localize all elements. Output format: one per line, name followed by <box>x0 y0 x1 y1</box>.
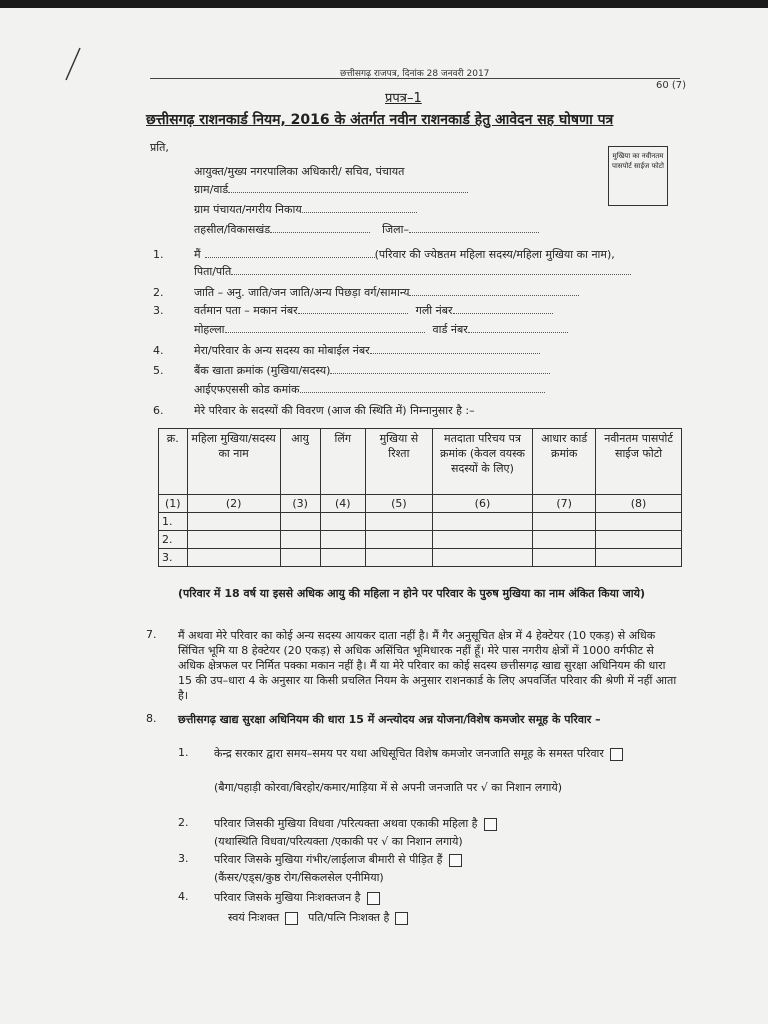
prati-label: प्रति, <box>150 141 169 154</box>
row-serial: 2. <box>159 531 188 549</box>
col-number: (1) <box>159 495 188 513</box>
checkbox-widow[interactable] <box>484 818 497 831</box>
page-number: 60 (7) <box>656 80 687 91</box>
item-2-number: 2. <box>153 286 164 299</box>
checkbox-disabled-head[interactable] <box>367 892 380 905</box>
table-cell[interactable] <box>280 549 320 567</box>
sub-2-note: (यथास्थिति विधवा/परित्यक्ता /एकाकी पर √ का निशान लगाये) <box>214 835 463 848</box>
addressee-village-label: ग्राम/वार्ड <box>194 183 229 196</box>
item-6-number: 6. <box>153 404 164 417</box>
table-row[interactable] <box>159 531 682 549</box>
checkbox-illness[interactable] <box>449 854 462 867</box>
item-6-text: मेरे परिवार के सदस्यों की विवरण (आज की स्थिति में) निम्नानुसार है :– <box>194 404 475 417</box>
sub-3-number: 3. <box>178 852 189 865</box>
item-3-number: 3. <box>153 304 164 317</box>
form-title: छत्तीसगढ़ राशनकार्ड नियम, 2016 के अंतर्गत नवीन राशनकार्ड हेतु आवेदन सह घोषणा पत्र <box>146 112 614 128</box>
table-cell[interactable] <box>366 513 433 531</box>
col-number: (3) <box>280 495 320 513</box>
village-field[interactable] <box>228 192 468 193</box>
table-cell[interactable] <box>533 513 596 531</box>
table-cell[interactable] <box>596 513 682 531</box>
item-8-number: 8. <box>146 712 157 725</box>
table-cell[interactable] <box>366 549 433 567</box>
table-cell[interactable] <box>432 513 533 531</box>
item-1-number: 1. <box>153 248 164 261</box>
col-header-name: महिला मुखिया/सदस्य का नाम <box>187 429 280 495</box>
item-3-street-label: गली नंबर <box>415 304 453 317</box>
district-field[interactable] <box>409 232 539 233</box>
col-number: (6) <box>432 495 533 513</box>
father-husband-field[interactable] <box>231 274 631 275</box>
item-1-father-label: पिता/पति <box>194 265 232 278</box>
sub-4-text: परिवार जिसके मुखिया निःशक्तजन है <box>214 891 361 904</box>
item-3-mohalla-label: मोहल्ला <box>194 323 225 336</box>
table-note: (परिवार में 18 वर्ष या इससे अधिक आयु की महिला न होने पर परिवार के पुरुष मुखिया का नाम अंकित किया जाये) <box>178 587 646 600</box>
row-serial: 3. <box>159 549 188 567</box>
name-field[interactable] <box>205 257 375 258</box>
item-4-number: 4. <box>153 344 164 357</box>
table-cell[interactable] <box>280 531 320 549</box>
item-3-house-label: वर्तमान पता – मकान नंबर <box>194 304 298 317</box>
item-7-text: मैं अथवा मेरे परिवार का कोई अन्य सदस्य आयकर दाता नहीं है। मैं गैर अनुसूचित क्षेत्र में 4 हेक्टेयर (10 एकड़) से अधिक सिंचित भूमि या 8 हेक्टेयर (20 एकड़) से अधिक असिंचित भूमिधारक नहीं हूँ। मेरे पास नगरीय क्षेत्रों में 1000 वर्गफीट से अधिक क्षेत्रफल पर निर्मित पक्का मकान नहीं है। मैं या मेरे परिवार का कोई सदस्य छत्तीसगढ़ खाद्य सुरक्षा अधिनियम की धारा 15 की उप–धारा 4 के अनुसार या किसी प्रचलित नियम के अनुसार राशनकार्ड के लिए अपवर्जित परिवार की श्रेणी में नहीं आता है। <box>178 629 677 702</box>
table-cell[interactable] <box>366 531 433 549</box>
sub-1-number: 1. <box>178 746 189 759</box>
scan-top-border <box>0 0 768 8</box>
mobile-field[interactable] <box>370 353 540 354</box>
col-number: (8) <box>596 495 682 513</box>
table-row[interactable] <box>159 549 682 567</box>
col-number: (2) <box>187 495 280 513</box>
table-cell[interactable] <box>533 549 596 567</box>
table-cell[interactable] <box>432 549 533 567</box>
col-number: (5) <box>366 495 433 513</box>
header-rule <box>150 78 680 79</box>
tehsil-field[interactable] <box>270 232 370 233</box>
item-1-desc: (परिवार की ज्येष्ठतम महिला सदस्य/महिला मुखिया का नाम), <box>374 248 615 261</box>
sub-3-text: परिवार जिसके मुखिया गंभीर/लाईलाज बीमारी से पीड़ित हैं <box>214 853 443 866</box>
checkbox-self-disabled[interactable] <box>285 912 298 925</box>
house-number-field[interactable] <box>298 313 408 314</box>
sub-1-note: (बैगा/पहाड़ी कोरवा/बिरहोर/कमार/माड़िया में से अपनी जनजाति पर √ का निशान लगाये) <box>214 781 563 794</box>
col-header-serial: क्र. <box>159 429 188 495</box>
item-3-ward-label: वार्ड नंबर <box>432 323 468 336</box>
caste-field[interactable] <box>409 295 579 296</box>
mohalla-field[interactable] <box>225 332 425 333</box>
item-2-caste: जाति – अनु. जाति/जन जाति/अन्य पिछड़ा वर्ग/सामान्य <box>194 286 410 299</box>
pen-mark-icon <box>62 46 84 82</box>
item-4-mobile-label: मेरा/परिवार के अन्य सदस्य का मोबाईल नंबर <box>194 344 370 357</box>
family-members-table <box>158 428 682 567</box>
panchayat-field[interactable] <box>302 212 417 213</box>
sub-2-number: 2. <box>178 816 189 829</box>
ifsc-field[interactable] <box>300 392 545 393</box>
self-disabled-label: स्वयं निःशक्त <box>228 911 280 924</box>
col-header-gender: लिंग <box>320 429 365 495</box>
table-cell[interactable] <box>320 531 365 549</box>
table-cell[interactable] <box>320 513 365 531</box>
addressee-district-label: जिला– <box>382 223 409 236</box>
sub-4-number: 4. <box>178 890 189 903</box>
table-cell[interactable] <box>187 531 280 549</box>
item-5-number: 5. <box>153 364 164 377</box>
ward-number-field[interactable] <box>468 332 568 333</box>
bank-account-field[interactable] <box>330 373 550 374</box>
addressee-panchayat-label: ग्राम पंचायत/नगरीय निकाय <box>194 203 302 216</box>
addressee-line-1: आयुक्त/मुख्य नगरपालिका अधिकारी/ सचिव, पंचायत <box>194 165 405 178</box>
sub-1-text: केन्द्र सरकार द्वारा समय–समय पर यथा अधिसूचित विशेष कमजोर जनजाति समूह के समस्त परिवार <box>214 747 604 760</box>
col-header-voter-id: मतदाता परिचय पत्र क्रमांक (केवल वयस्क सदस्यों के लिए) <box>432 429 533 495</box>
checkbox-vulnerable-tribe[interactable] <box>610 748 623 761</box>
table-cell[interactable] <box>320 549 365 567</box>
sub-2-text: परिवार जिसकी मुखिया विधवा /परित्यक्ता अथवा एकाकी महिला है <box>214 817 478 830</box>
col-header-aadhaar: आधार कार्ड क्रमांक <box>533 429 596 495</box>
col-header-age: आयु <box>280 429 320 495</box>
table-cell[interactable] <box>533 531 596 549</box>
col-number: (4) <box>320 495 365 513</box>
sub-3-note: (कैंसर/एड्स/कुष्ठ रोग/सिकलसेल एनीमिया) <box>214 871 384 884</box>
item-5-ifsc-label: आईएफएससी कोड कमांक <box>194 383 300 396</box>
row-serial: 1. <box>159 513 188 531</box>
table-cell[interactable] <box>280 513 320 531</box>
col-header-relation: मुखिया से रिश्ता <box>366 429 433 495</box>
item-5-bank-label: बैंक खाता क्रमांक (मुखिया/सदस्य) <box>194 364 331 377</box>
street-number-field[interactable] <box>453 313 553 314</box>
spouse-disabled-label: पति/पत्नि निःशक्त है <box>308 911 390 924</box>
table-cell[interactable] <box>596 549 682 567</box>
table-row[interactable] <box>159 513 682 531</box>
item-1-main: मैं <box>194 248 201 261</box>
table-cell[interactable] <box>187 513 280 531</box>
table-cell[interactable] <box>187 549 280 567</box>
col-number: (7) <box>533 495 596 513</box>
table-cell[interactable] <box>432 531 533 549</box>
head-photo-box[interactable]: मुखिया का नवीनतम पासपोर्ट साईज फोटो <box>608 146 668 206</box>
addressee-tehsil-label: तहसील/विकासखंड <box>194 223 271 236</box>
gazette-header: छत्तीसगढ़ राजपत्र, दिनांक 28 जनवरी 2017 <box>340 69 490 79</box>
form-number: प्रपत्र–1 <box>385 91 422 106</box>
checkbox-spouse-disabled[interactable] <box>395 912 408 925</box>
table-cell[interactable] <box>596 531 682 549</box>
col-header-photo: नवीनतम पासपोर्ट साईज फोटो <box>596 429 682 495</box>
item-7-number: 7. <box>146 628 157 641</box>
item-8-text: छत्तीसगढ़ खाद्य सुरक्षा अधिनियम की धारा 15 में अन्त्योदय अन्न योजना/विशेष कमजोर समूह के परिवार – <box>178 713 601 726</box>
